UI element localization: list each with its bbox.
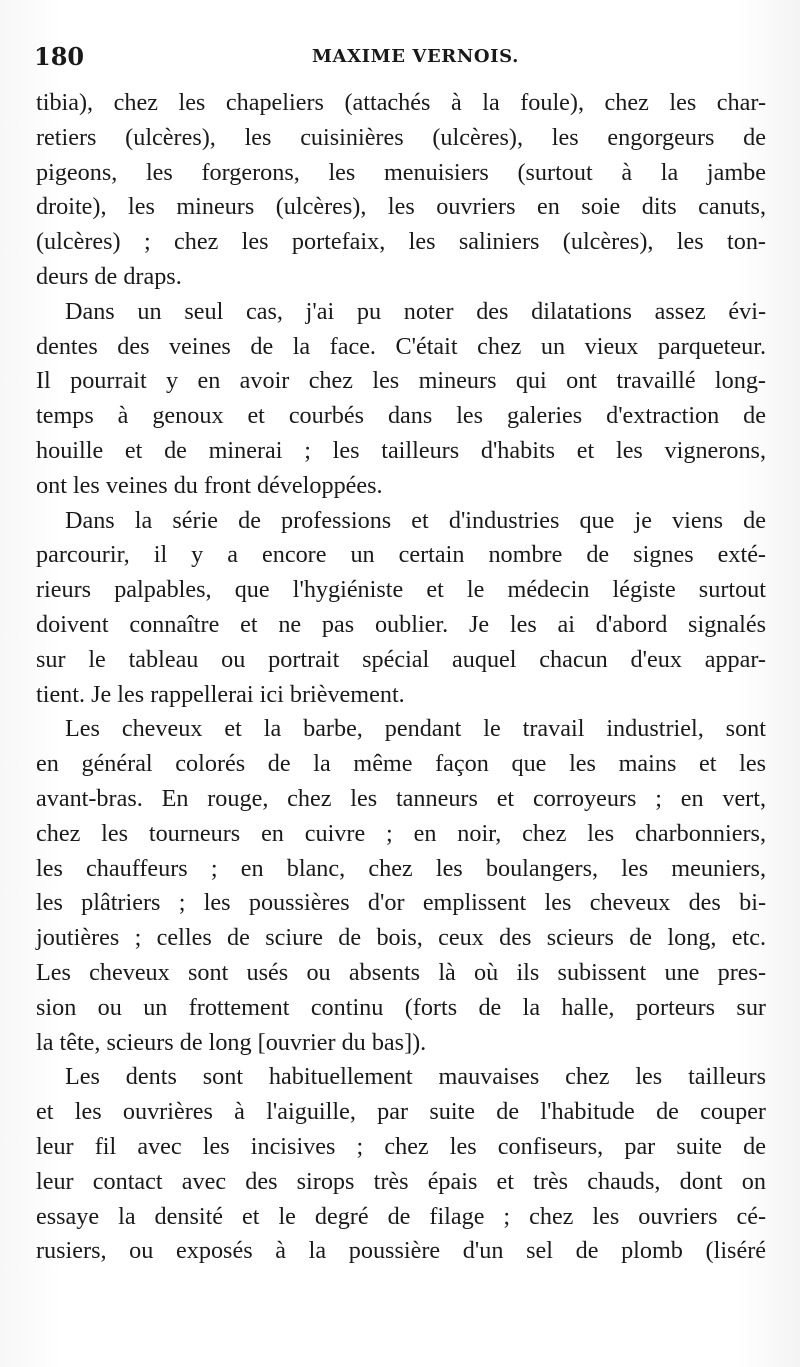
text-line: les chauffeurs ; en blanc, chez les boulangers, les meuniers, bbox=[36, 854, 766, 882]
text-line: tibia), chez les chapeliers (attachés à la foule), chez les char- bbox=[36, 89, 766, 116]
text-line: ont les veines du front développées. bbox=[36, 471, 383, 499]
text-line: Dans un seul cas, j'ai pu noter des dilatations assez évi- bbox=[65, 297, 766, 325]
text-line: Les cheveux et la barbe, pendant le travail industriel, sont bbox=[65, 715, 766, 743]
text-line: en général colorés de la même façon que les mains et les bbox=[36, 750, 766, 778]
text-line: joutières ; celles de sciure de bois, ceux des scieurs de long, etc. bbox=[36, 924, 766, 952]
text-line: retiers (ulcères), les cuisinières (ulcères), les engorgeurs de bbox=[36, 123, 766, 151]
text-line: leur fil avec les incisives ; chez les confiseurs, par suite de bbox=[36, 1132, 766, 1160]
body-text bbox=[36, 86, 766, 1269]
text-line: droite), les mineurs (ulcères), les ouvriers en soie dits canuts, bbox=[36, 193, 766, 221]
text-line: rieurs palpables, que l'hygiéniste et le médecin légiste surtout bbox=[36, 576, 766, 604]
text-line: rusiers, ou exposés à la poussière d'un sel de plomb (liséré bbox=[36, 1237, 766, 1265]
paragraph-3 bbox=[36, 504, 766, 713]
text-line: et les ouvrières à l'aiguille, par suite de l'habitude de couper bbox=[36, 1098, 766, 1126]
paragraph-2 bbox=[36, 295, 766, 504]
text-line: la tête, scieurs de long [ouvrier du bas]). bbox=[36, 1028, 427, 1056]
text-line: temps à genoux et courbés dans les galeries d'extraction de bbox=[36, 402, 766, 430]
running-title: MAXIME VERNOIS. bbox=[312, 46, 520, 67]
paragraph-4 bbox=[36, 712, 766, 1060]
text-line: sion ou un frottement continu (forts de la halle, porteurs sur bbox=[36, 993, 766, 1021]
paragraph-1 bbox=[36, 86, 766, 295]
text-line: tient. Je les rappellerai ici brièvement. bbox=[36, 680, 405, 708]
text-line: (ulcères) ; chez les portefaix, les saliniers (ulcères), les ton- bbox=[36, 228, 766, 256]
text-line: leur contact avec des sirops très épais et très chauds, dont on bbox=[36, 1167, 766, 1195]
text-line: Les cheveux sont usés ou absents là où ils subissent une pres- bbox=[36, 958, 766, 986]
text-line: les plâtriers ; les poussières d'or emplissent les cheveux des bi- bbox=[36, 889, 766, 917]
page-header bbox=[34, 42, 770, 76]
text-line: Dans la série de professions et d'industries que je viens de bbox=[65, 506, 766, 534]
page-number: 180 bbox=[34, 42, 85, 71]
text-line: sur le tableau ou portrait spécial auquel chacun d'eux appar- bbox=[36, 645, 766, 673]
text-line: avant-bras. En rouge, chez les tanneurs et corroyeurs ; en vert, bbox=[36, 784, 766, 812]
text-line: Il pourrait y en avoir chez les mineurs qui ont travaillé long- bbox=[36, 367, 766, 395]
text-line: essaye la densité et le degré de filage ; chez les ouvriers cé- bbox=[36, 1202, 766, 1230]
text-line: Les dents sont habituellement mauvaises chez les tailleurs bbox=[65, 1063, 766, 1091]
text-line: doivent connaître et ne pas oublier. Je les ai d'abord signalés bbox=[36, 610, 766, 638]
text-line: houille et de minerai ; les tailleurs d'habits et les vignerons, bbox=[36, 436, 766, 464]
paragraph-5 bbox=[36, 1060, 766, 1269]
text-line: deurs de draps. bbox=[36, 262, 182, 290]
text-line: parcourir, il y a encore un certain nombre de signes exté- bbox=[36, 541, 766, 569]
text-line: dentes des veines de la face. C'était chez un vieux parqueteur. bbox=[36, 332, 766, 360]
text-line: chez les tourneurs en cuivre ; en noir, chez les charbonniers, bbox=[36, 819, 766, 847]
text-line: pigeons, les forgerons, les menuisiers (surtout à la jambe bbox=[36, 158, 766, 186]
